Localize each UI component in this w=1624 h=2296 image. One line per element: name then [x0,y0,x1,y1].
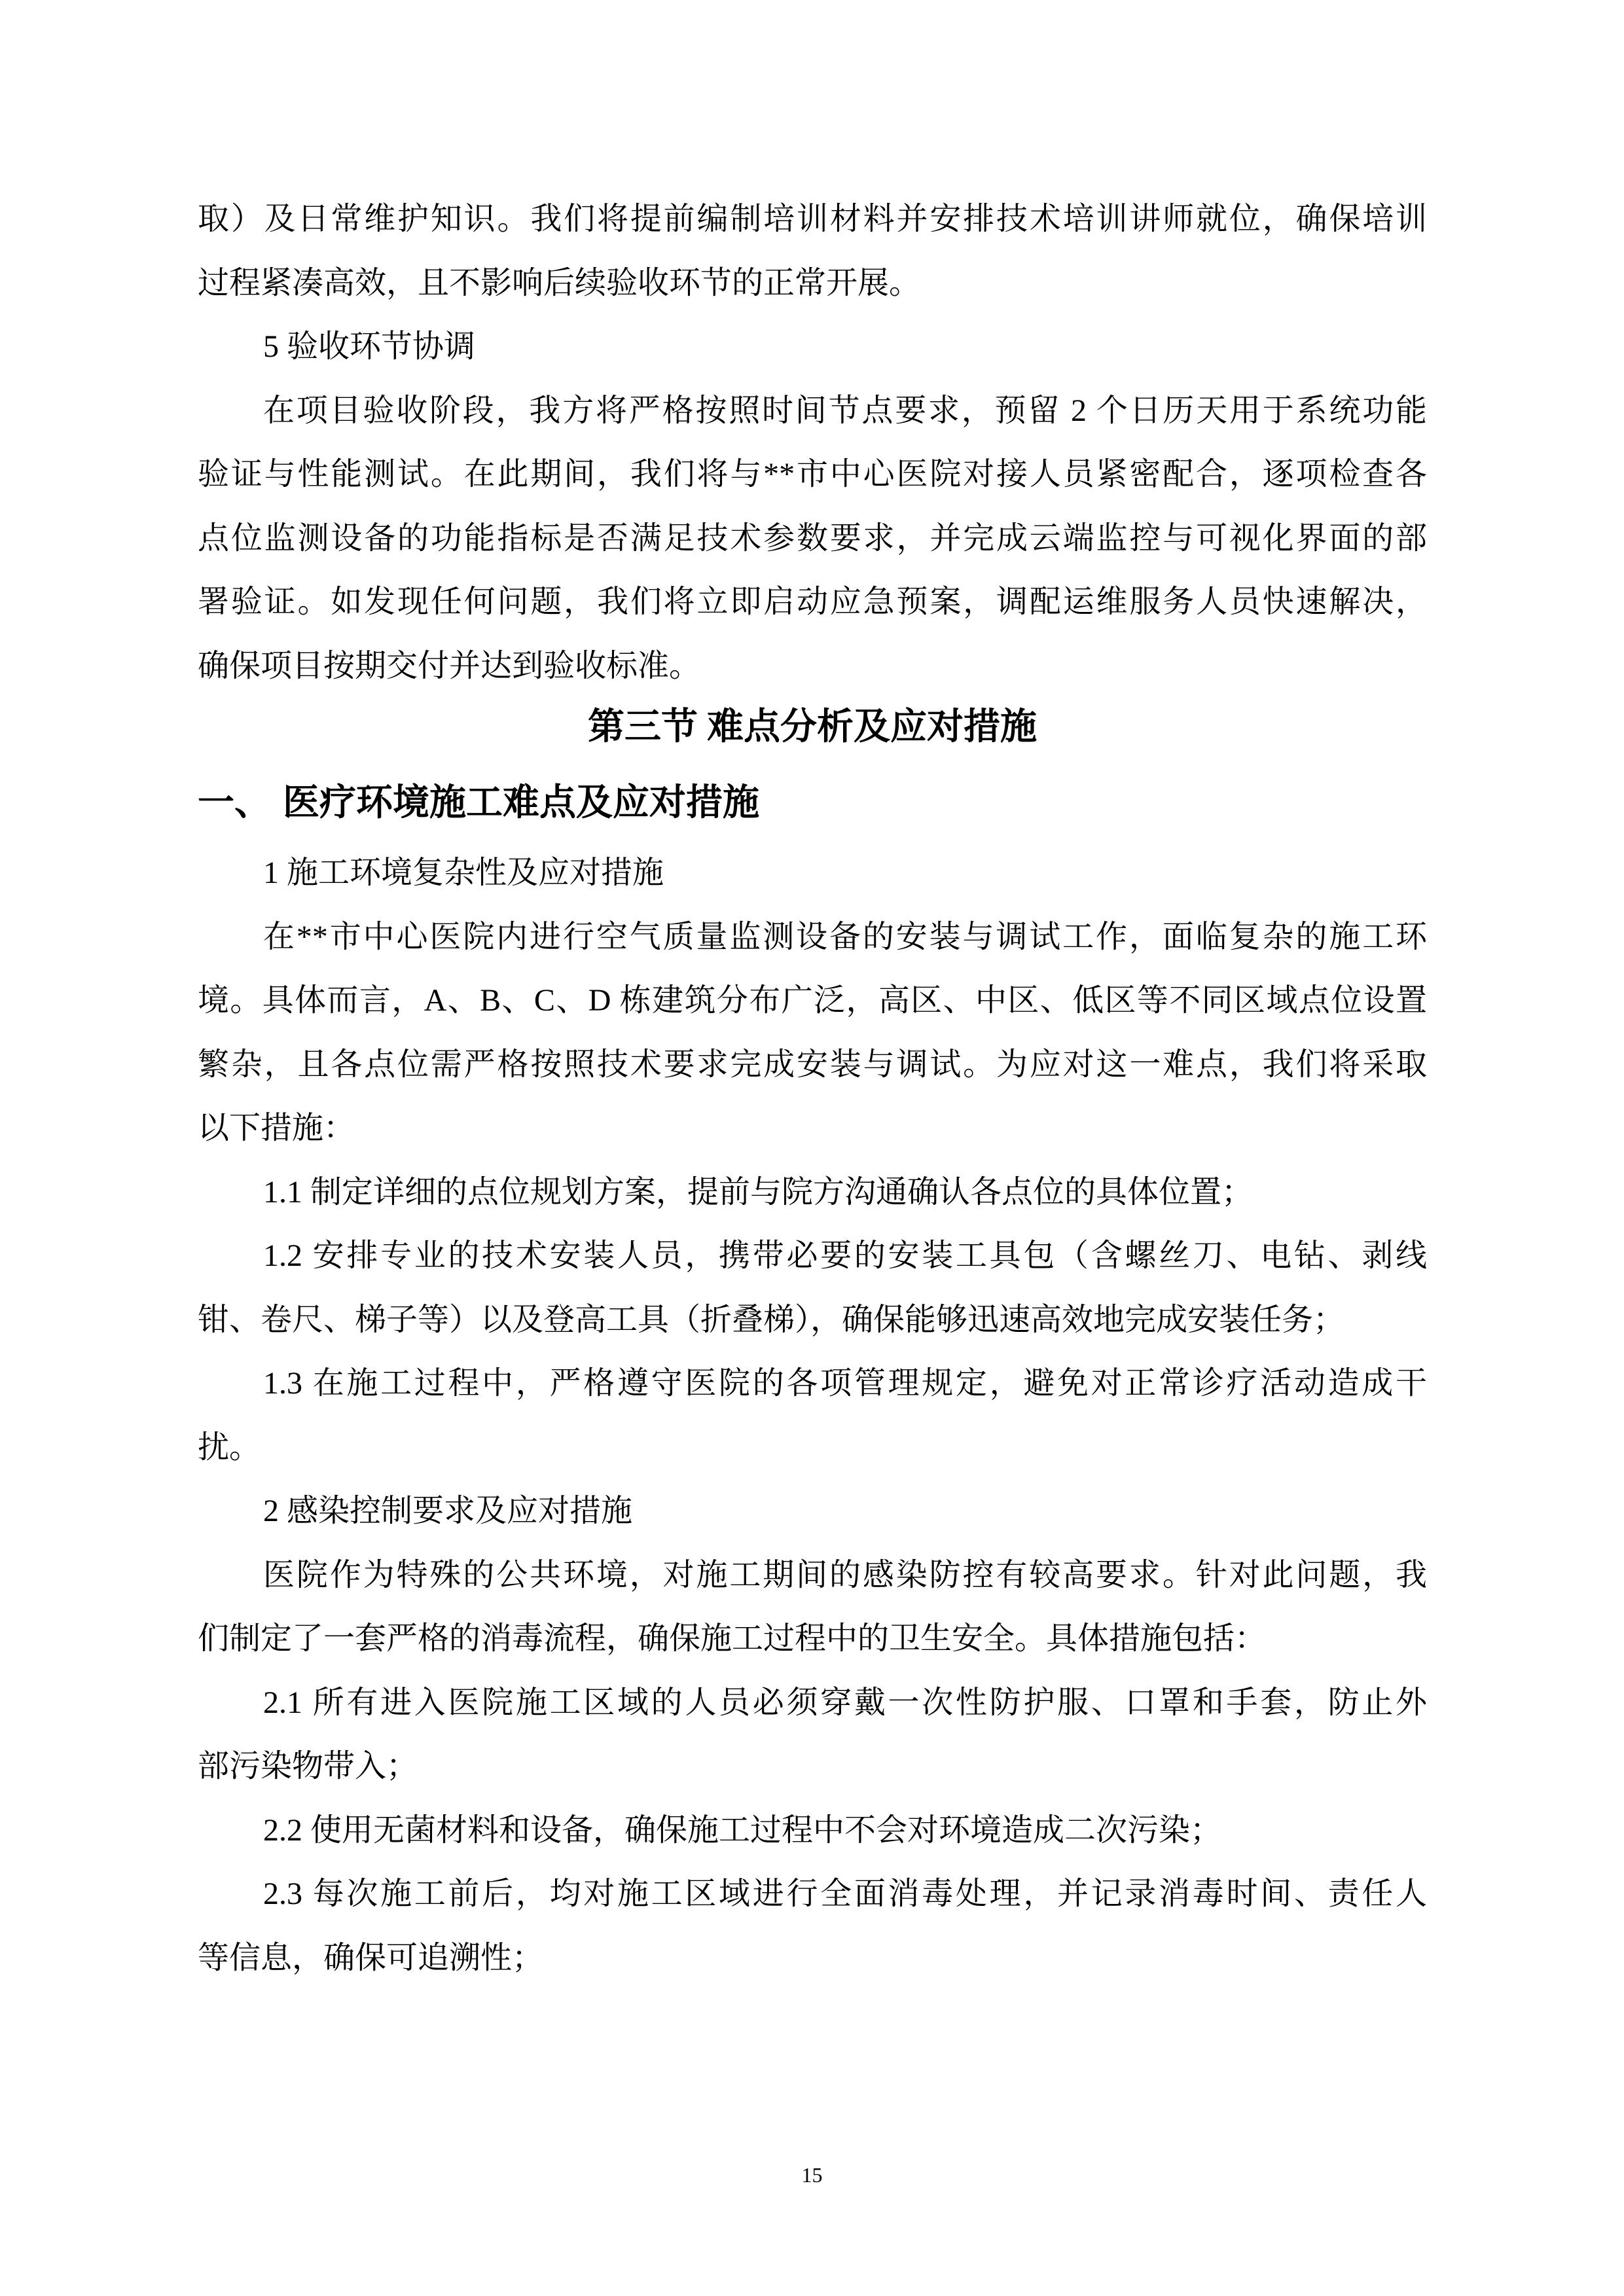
text-line: 1.3 在施工过程中，严格遵守医院的各项管理规定，避免对正常诊疗活动造成干 [263,1366,1427,1401]
paragraph [198,1479,1427,1543]
text-line: 点位监测设备的功能指标是否满足技术参数要求，并完成云端监控与可视化界面的部 [198,520,1427,556]
body-text-top [198,187,1427,698]
text-line: 2 感染控制要求及应对措施 [263,1494,633,1528]
text-line: 过程紧凑高效，且不影响后续验收环节的正常开展。 [198,265,921,300]
sub-heading-number: 一、 [198,783,271,823]
text-line: 1 施工环境复杂性及应对措施 [263,855,664,890]
paragraph [198,1671,1427,1799]
paragraph [198,1799,1427,1863]
body-text-bottom [198,841,1427,1990]
paragraph [198,1862,1427,1990]
section-heading: 第三节 难点分析及应对措施 [588,707,1037,747]
text-line: 以下措施： [198,1111,355,1145]
text-line: 1.1 制定详细的点位规划方案，提前与院方沟通确认各点位的具体位置； [263,1174,1254,1210]
sub-heading-title: 医疗环境施工难点及应对措施 [283,783,759,823]
text-line: 钳、卷尺、梯子等）以及登高工具（折叠梯），确保能够迅速高效地完成安装任务； [198,1302,1345,1337]
text-line: 2.3 每次施工前后，均对施工区域进行全面消毒处理，并记录消毒时间、责任人 [263,1876,1427,1911]
text-line: 5 验收环节协调 [263,329,476,364]
text-line: 境。具体而言，A、B、C、D 栋建筑分布广泛，高区、中区、低区等不同区域点位设置 [198,983,1427,1018]
paragraph [198,841,1427,905]
text-line: 验证与性能测试。在此期间，我们将与**市中心医院对接人员紧密配合，逐项检查各 [198,457,1427,492]
text-line: 们制定了一套严格的消毒流程，确保施工过程中的卫生安全。具体措施包括： [198,1621,1267,1656]
text-line: 署验证。如发现任何问题，我们将立即启动应急预案，调配运维服务人员快速解决， [198,584,1427,619]
text-line: 等信息，确保可追溯性； [198,1940,544,1975]
page-number: 15 [801,2163,823,2187]
paragraph [198,315,1427,379]
text-line: 2.1 所有进入医院施工区域的人员必须穿戴一次性防护服、口罩和手套，防止外 [263,1685,1427,1720]
text-line: 在**市中心医院内进行空气质量监测设备的安装与调试工作，面临复杂的施工环 [263,919,1427,954]
paragraph [198,1352,1427,1479]
sub-heading [198,770,759,836]
text-line: 繁杂，且各点位需严格按照技术要求完成安装与调试。为应对这一难点，我们将采取 [198,1047,1427,1082]
text-line: 取）及日常维护知识。我们将提前编制培训材料并安排技术培训讲师就位，确保培训 [198,202,1427,236]
paragraph [198,905,1427,1160]
paragraph [198,1543,1427,1671]
paragraph [198,1224,1427,1352]
text-line: 医院作为特殊的公共环境，对施工期间的感染防控有较高要求。针对此问题，我 [263,1557,1427,1592]
text-line: 在项目验收阶段，我方将严格按照时间节点要求，预留 2 个日历天用于系统功能 [263,393,1427,428]
text-line: 2.2 使用无菌材料和设备，确保施工过程中不会对环境造成二次污染； [263,1812,1222,1848]
text-line: 扰。 [198,1429,261,1465]
paragraph [198,1160,1427,1225]
text-line: 确保项目按期交付并达到验收标准。 [198,648,701,683]
paragraph [198,379,1427,698]
text-line: 1.2 安排专业的技术安装人员，携带必要的安装工具包（含螺丝刀、电钻、剥线 [263,1238,1427,1273]
text-line: 部污染物带入； [198,1749,418,1784]
paragraph [198,187,1427,315]
